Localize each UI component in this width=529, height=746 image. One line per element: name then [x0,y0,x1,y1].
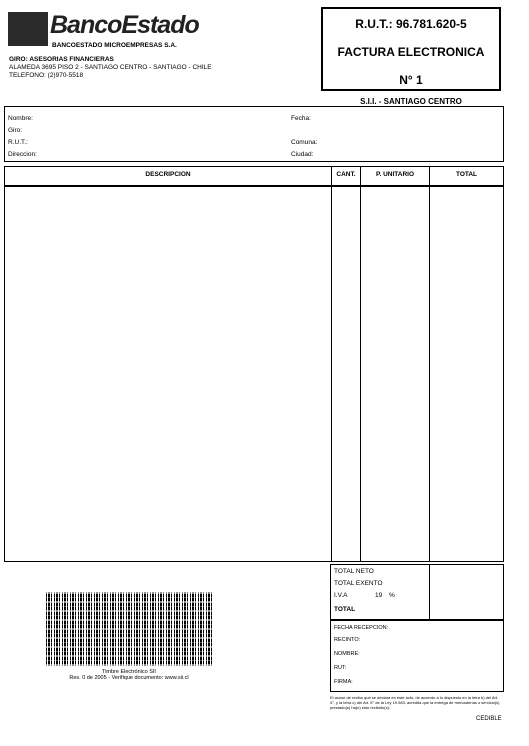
header-total: TOTAL [455,171,478,178]
client-name-label: Nombre: [8,115,33,122]
iva-percent-sign: % [389,592,395,599]
client-date-label: Fecha: [291,115,311,122]
grand-total-label: TOTAL [334,606,356,613]
header-description: DESCRIPCION [145,171,191,178]
issuer-phone: TELEFONO: (2)970-5518 [9,72,84,79]
issuer-rut: R.U.T.: 96.781.620-5 [355,17,467,31]
reception-site-label: RECINTO: [334,637,361,643]
document-type: FACTURA ELECTRONICA [337,45,485,59]
legal-acknowledgment-text: El acuse de recibo que se declara en este acto, de acuerdo a lo dispuesto en la letra b) del Art. 4°, y la letra c) del Art. 5° de la Ley 19.983, acredita que la entrega de mercaderías o servicio(s) prestado(s) ha(n) sido recibido(s). [330,695,500,710]
header-unit-price: P. UNITARIO [375,171,415,178]
issuer-address: ALAMEDA 3695 PISO 2 - SANTIAGO CENTRO - SANTIAGO - CHILE [9,64,212,71]
stamp-caption [20,669,238,681]
reception-box [330,620,504,692]
iva-rate: 19 [375,592,383,599]
header-quantity: CANT. [336,171,356,178]
cedible-label: CEDIBLE [476,716,502,722]
column-divider [331,167,332,561]
client-giro-label: Giro: [8,127,23,134]
total-exempt-label: TOTAL EXENTO [334,580,383,587]
client-rut-label: R.U.T.: [8,139,28,146]
stamp-resolution: Res. 0 de 2005 - Verifique documento: www.sii.cl [69,675,189,681]
total-net-label: TOTAL NETO [334,568,374,575]
client-comuna-label: Comuna: [291,139,318,146]
bank-logo: BancoEstado [50,11,199,39]
stamp-title: Timbre Electrónico SII [102,669,156,675]
column-divider [429,167,430,561]
reception-name-label: NOMBRE: [334,651,360,657]
sii-office: S.I.I. - SANTIAGO CENTRO [360,97,462,106]
client-address-label: Direccion: [8,151,37,158]
column-divider [360,167,361,561]
client-info-box [4,106,504,162]
issuer-giro: GIRO: ASESORIAS FINANCIERAS [9,56,114,63]
iva-label: I.V.A [334,592,348,599]
document-id-box [321,7,501,91]
totals-box [330,564,504,620]
reception-signature-label: FIRMA: [334,679,353,685]
reception-rut-label: RUT: [334,665,347,671]
company-name: BANCOESTADO MICROEMPRESAS S.A. [52,42,177,49]
barcode-texture [46,592,212,666]
client-city-label: Ciudad: [291,151,314,158]
reception-date-label: FECHA RECEPCION: [334,625,389,631]
items-table [4,166,504,562]
document-number: N° 1 [399,73,423,87]
bank-logo-mark [8,12,48,46]
totals-divider [429,565,430,619]
